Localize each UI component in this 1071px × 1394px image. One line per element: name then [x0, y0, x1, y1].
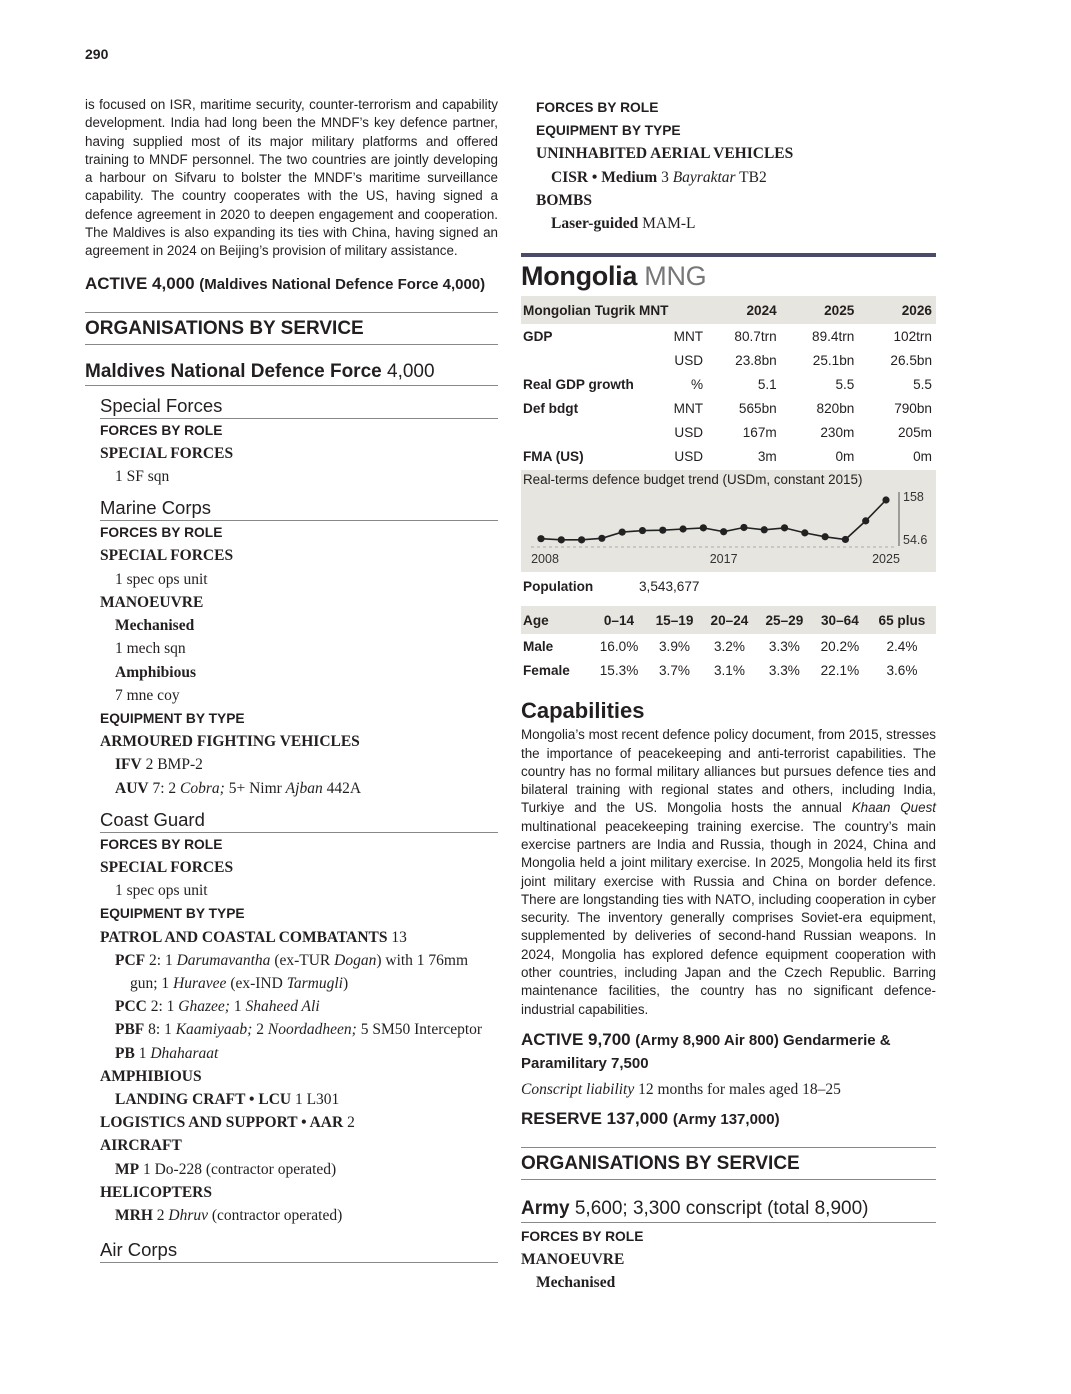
x-tick-label: 2025 — [872, 552, 900, 567]
pb-count: 1 — [138, 1044, 147, 1062]
age-cell: 22.1% — [820, 662, 860, 678]
cisr-line — [536, 166, 936, 189]
econ-label: Def bdgt — [523, 400, 579, 416]
right-column — [521, 96, 936, 1295]
pbf-class-3: 5 SM50 Interceptor — [360, 1021, 483, 1039]
econ-body — [521, 324, 936, 468]
pcf-armament: ) with 1 76mm gun; 1 — [130, 951, 469, 992]
cisr-model: TB2 — [739, 168, 767, 186]
data-point — [822, 533, 829, 540]
laser-code: Laser-guided — [551, 215, 639, 233]
econ-label: FMA (US) — [523, 448, 584, 464]
auv-count: 7: 2 — [152, 779, 177, 797]
left-column — [85, 96, 498, 1263]
logistics-label: LOGISTICS AND SUPPORT • AAR — [100, 1114, 344, 1132]
pcf-class: Darumavantha — [176, 951, 271, 969]
mp-value: 1 Do-228 (contractor operated) — [142, 1160, 337, 1178]
age-header-cell: Age — [521, 606, 591, 634]
spec-ops-unit: 1 spec ops unit — [115, 570, 208, 588]
data-point — [740, 524, 747, 531]
year-header: 2025 — [781, 296, 859, 324]
data-point — [679, 526, 686, 533]
active-breakdown: (Army 8,900 Air 800) Gendarmerie & Paramilitary 7,500 — [521, 1031, 891, 1072]
age-cell: Male — [523, 638, 554, 654]
country-code: MNG — [644, 261, 707, 292]
age-cell: 3.6% — [886, 662, 918, 678]
forces-by-role-label: FORCES BY ROLE — [100, 525, 223, 541]
mp-line — [100, 1158, 498, 1181]
pbf-count-2: 2 — [256, 1021, 264, 1039]
pbf-code: PBF — [115, 1021, 145, 1039]
econ-row — [521, 372, 936, 396]
age-cell: 3.3% — [768, 662, 800, 678]
data-point — [619, 529, 626, 536]
active-strength — [85, 273, 498, 296]
capabilities-paragraph — [521, 726, 936, 1019]
economic-table — [521, 296, 936, 468]
mech-unit: 1 mech sqn — [115, 640, 186, 658]
econ-value: 5.5 — [835, 376, 855, 392]
pcf-line — [100, 949, 498, 995]
equipment-by-type-label: EQUIPMENT BY TYPE — [100, 906, 245, 922]
econ-value: 0m — [835, 448, 855, 464]
force-heading — [85, 361, 498, 386]
age-cell: 16.0% — [599, 638, 639, 654]
active-total: ACTIVE 4,000 — [85, 273, 195, 293]
pcc-class-2: Shaheed Ali — [245, 998, 320, 1016]
cisr-code: CISR • Medium — [551, 168, 658, 186]
bombs-label: BOMBS — [536, 191, 592, 209]
mechanised-label: Mechanised — [536, 1274, 616, 1292]
special-forces-section — [100, 419, 498, 489]
coast-guard-heading: Coast Guard — [100, 809, 498, 833]
population-label: Population — [523, 578, 594, 594]
cisr-count: 3 — [661, 168, 669, 186]
age-header-cell: 0–14 — [591, 606, 647, 634]
econ-header-row — [521, 296, 936, 324]
special-forces-heading: Special Forces — [100, 395, 498, 419]
data-point — [700, 524, 707, 531]
auv-code: AUV — [115, 779, 149, 797]
country-title: Mongolia — [521, 261, 638, 292]
coast-guard-section — [100, 833, 498, 1227]
econ-currency: USD — [674, 352, 704, 368]
econ-label: GDP — [523, 328, 553, 344]
age-header-cell: 15–19 — [647, 606, 702, 634]
amphibious-label: AMPHIBIOUS — [100, 1067, 202, 1085]
reserve-breakdown: (Army 137,000) — [672, 1110, 780, 1128]
pb-class: Dhaharaat — [150, 1044, 219, 1062]
logistics-line — [100, 1111, 498, 1134]
pcc-count-2: 1 — [233, 998, 242, 1016]
data-point — [639, 527, 646, 534]
pbf-class-2: Noordadheen; — [267, 1021, 357, 1039]
econ-label — [521, 348, 635, 372]
y-min-label: 54.6 — [903, 533, 928, 548]
patrol-label — [100, 926, 498, 949]
male-row — [521, 634, 936, 658]
econ-row — [521, 396, 936, 420]
pbf-class: Kaamiyaab; — [175, 1021, 253, 1039]
conscript-value: 12 months for males aged 18–25 — [638, 1080, 841, 1098]
econ-value: 3m — [757, 448, 777, 464]
manoeuvre-label: MANOEUVRE — [521, 1251, 625, 1269]
age-header-cell: 20–24 — [702, 606, 757, 634]
chart-svg — [521, 470, 936, 572]
org-by-service-heading: ORGANISATIONS BY SERVICE — [85, 312, 498, 345]
afv-label: ARMOURED FIGHTING VEHICLES — [100, 733, 360, 751]
econ-value: 167m — [742, 424, 777, 440]
econ-value: 0m — [913, 448, 932, 464]
age-header-cell: 25–29 — [757, 606, 812, 634]
marine-corps-heading: Marine Corps — [100, 497, 498, 521]
age-cell: 3.3% — [768, 638, 800, 654]
econ-currency: MNT — [673, 400, 704, 416]
force-strength: 4,000 — [387, 360, 435, 382]
pcc-count: 2: 1 — [150, 998, 175, 1016]
data-point — [842, 536, 849, 543]
econ-value: 230m — [820, 424, 855, 440]
pcf-count: 2: 1 — [149, 951, 173, 969]
capabilities-heading: Capabilities — [521, 698, 645, 724]
auv-ajban: Ajban — [285, 779, 323, 797]
active-total: ACTIVE 9,700 — [521, 1029, 631, 1049]
mrh-code: MRH — [115, 1206, 153, 1224]
pcc-line — [100, 995, 498, 1018]
pbf-count: 8: 1 — [148, 1021, 172, 1039]
data-point — [862, 518, 869, 525]
x-tick-label: 2017 — [709, 552, 738, 567]
data-point — [659, 527, 666, 534]
cap-exercise-name: Khaan Quest — [851, 800, 936, 816]
econ-value: 23.8bn — [735, 352, 777, 368]
conscript-line — [521, 1078, 936, 1101]
patrol-count: 13 — [391, 928, 407, 946]
manoeuvre-label: MANOEUVRE — [100, 593, 204, 611]
mrh-line — [100, 1204, 498, 1227]
amphibious-label: Amphibious — [115, 663, 196, 681]
data-point — [558, 536, 565, 543]
year-header: 2024 — [703, 296, 781, 324]
age-cell: 3.7% — [659, 662, 690, 678]
econ-value: 25.1bn — [812, 352, 855, 368]
econ-currency: USD — [674, 424, 704, 440]
econ-value: 205m — [897, 424, 932, 440]
y-max-label: 158 — [903, 490, 924, 505]
data-point — [882, 497, 889, 504]
age-header-row — [521, 606, 936, 634]
pcf-origin-class-2: Tarmugli — [286, 974, 343, 992]
cisr-class: Bayraktar — [672, 168, 736, 186]
pcf-origin-class: Dogan — [334, 951, 377, 969]
reserve-strength — [521, 1109, 936, 1129]
pcc-code: PCC — [115, 998, 147, 1016]
logistics-value: 2 — [347, 1114, 355, 1132]
auv-model: 442A — [326, 779, 362, 797]
reserve-total: RESERVE 137,000 — [521, 1108, 669, 1128]
data-point — [537, 535, 544, 542]
mrh-note: (contractor operated) — [211, 1206, 343, 1224]
spec-ops-unit: 1 spec ops unit — [115, 882, 208, 900]
laser-line — [536, 212, 936, 235]
age-cell: Female — [523, 662, 570, 678]
mrh-class: Dhruv — [168, 1206, 208, 1224]
currency-header: Mongolian Tugrik MNT — [521, 296, 703, 324]
landing-craft-code: LANDING CRAFT • LCU — [115, 1090, 292, 1108]
year-header: 2026 — [858, 296, 936, 324]
ifv-line — [100, 753, 498, 776]
econ-row — [521, 324, 936, 348]
auv-nimr: 5+ Nimr — [228, 779, 282, 797]
forces-by-role-label: FORCES BY ROLE — [521, 1228, 644, 1244]
helicopters-label: HELICOPTERS — [100, 1183, 212, 1201]
active-breakdown: (Maldives National Defence Force 4,000) — [199, 275, 486, 293]
conscript-label: Conscript liability — [521, 1080, 635, 1098]
population-value: 3,543,677 — [639, 578, 700, 594]
sf-unit: 1 SF sqn — [115, 468, 170, 486]
mp-code: MP — [115, 1160, 140, 1178]
auv-line — [100, 777, 498, 800]
auv-cobra: Cobra; — [180, 779, 225, 797]
air-corps-heading: Air Corps — [100, 1239, 498, 1263]
special-forces-label: SPECIAL FORCES — [100, 444, 234, 462]
chart-title: Real-terms defence budget trend (USDm, constant 2015) — [523, 472, 863, 488]
econ-value: 5.1 — [757, 376, 777, 392]
pcc-class: Ghazee; — [178, 998, 230, 1016]
age-cell: 3.9% — [659, 638, 690, 654]
patrol-text: PATROL AND COASTAL COMBATANTS — [100, 928, 388, 946]
econ-value: 89.4trn — [812, 328, 855, 344]
female-row — [521, 658, 936, 682]
pcf-close: ) — [343, 974, 349, 992]
mrh-count: 2 — [156, 1206, 165, 1224]
aircraft-label: AIRCRAFT — [100, 1137, 182, 1155]
econ-value: 102trn — [893, 328, 932, 344]
ifv-code: IFV — [115, 756, 142, 774]
econ-value: 5.5 — [913, 376, 932, 392]
age-cell: 15.3% — [599, 662, 639, 678]
pcf-code: PCF — [115, 951, 146, 969]
maldives-intro-paragraph: is focused on ISR, maritime security, counter-terrorism and capability development. India had long been the MNDF’s key defence partner, having supplied most of its major military platforms and offered training to MNDF personnel. The two countries are jointly developing a harbour on Sifvaru to bolster the MNDF’s maritime surveillance capability. The country cooperates with the US, having signed a defence agreement in 2020 to deepen engagement and cooperation. The Maldives is also expanding its ties with China, having signed an agreement in 2024 on Beijing’s provision of military assistance. — [85, 97, 498, 259]
pcf-class-2: Huravee — [173, 974, 227, 992]
cap-text-1: Mongolia’s most recent defence policy document, from 2015, stresses the importance of peacekeeping and anti-terrorist capabilities. The country has no formal military alliances but pursues defence ties and bilateral training with regional states and others, including India, Turkiye and the US. Mongolia hosts the annual — [521, 727, 936, 816]
landing-craft-line — [100, 1088, 498, 1111]
pcf-origin: (ex-TUR — [274, 951, 331, 969]
budget-trend-chart — [521, 470, 936, 572]
country-name — [521, 261, 706, 291]
age-header-cell: 30–64 — [812, 606, 868, 634]
cap-text-2: multinational peacekeeping training exercise. The country’s main exercise partners are India and Russia, though in 2024, China and Mongolia held a joint military exercise. In 2025, Mongolia held its first joint military exercise with Russia and China on border defence. There are longstanding ties with NATO, including cooperation in cyber security. The inventory generally comprises Soviet-era equipment, supplemented by deliveries of second-hand Russian weapons. In 2024, Mongolia has explored defence equipment cooperation with other countries, including Japan and the Czech Republic. Barring maintenance facilities, the country has no significant defence-industrial capabilities. — [521, 818, 936, 1017]
country-header — [521, 253, 936, 292]
age-table — [521, 606, 936, 682]
forces-by-role-label: FORCES BY ROLE — [100, 422, 223, 438]
pb-code: PB — [115, 1044, 135, 1062]
econ-row — [521, 444, 936, 468]
econ-currency: USD — [674, 448, 704, 464]
equipment-by-type-label: EQUIPMENT BY TYPE — [536, 123, 681, 139]
ifv-value: 2 BMP-2 — [145, 756, 203, 774]
age-header-cell: 65 plus — [868, 606, 936, 634]
army-name: Army — [521, 1197, 570, 1219]
data-point — [801, 530, 808, 537]
laser-value: MAM-L — [642, 215, 696, 233]
mechanised-label: Mechanised — [115, 617, 195, 635]
active-strength — [521, 1029, 936, 1075]
econ-value: 790bn — [894, 400, 932, 416]
budget-series-line — [541, 500, 886, 540]
econ-currency: MNT — [673, 328, 704, 344]
age-cell: 20.2% — [820, 638, 860, 654]
data-point — [720, 528, 727, 535]
age-cell: 3.2% — [713, 638, 745, 654]
pcf-origin-2: (ex-IND — [230, 974, 283, 992]
econ-value: 80.7trn — [734, 328, 777, 344]
forces-by-role-label: FORCES BY ROLE — [536, 100, 659, 115]
army-heading — [521, 1198, 936, 1223]
econ-value: 820bn — [816, 400, 855, 416]
data-point — [781, 524, 788, 531]
data-point — [598, 535, 605, 542]
air-corps-continued — [521, 96, 936, 235]
econ-row — [521, 420, 936, 444]
army-strength: 5,600; 3,300 conscript (total 8,900) — [574, 1197, 869, 1219]
org-by-service-heading: ORGANISATIONS BY SERVICE — [521, 1147, 936, 1180]
marine-corps-section — [100, 521, 498, 799]
econ-value: 565bn — [738, 400, 777, 416]
age-cell: 2.4% — [886, 638, 918, 654]
page-number: 290 — [85, 46, 109, 62]
econ-label — [521, 420, 635, 444]
x-tick-label: 2008 — [531, 552, 559, 567]
pbf-line — [100, 1018, 498, 1041]
econ-label: Real GDP growth — [523, 376, 634, 392]
uav-label: UNINHABITED AERIAL VEHICLES — [536, 145, 794, 163]
pb-line — [100, 1042, 498, 1065]
econ-value: 26.5bn — [890, 352, 932, 368]
amph-unit: 7 mne coy — [115, 686, 180, 704]
data-point — [578, 536, 585, 543]
force-name: Maldives National Defence Force — [85, 360, 382, 382]
special-forces-label: SPECIAL FORCES — [100, 547, 234, 565]
data-point — [761, 526, 768, 533]
population-row — [521, 572, 936, 600]
econ-currency: % — [690, 376, 704, 392]
age-cell: 3.1% — [713, 662, 745, 678]
forces-by-role-label: FORCES BY ROLE — [100, 836, 223, 852]
landing-craft-value: 1 L301 — [294, 1090, 340, 1108]
special-forces-label: SPECIAL FORCES — [100, 858, 234, 876]
equipment-by-type-label: EQUIPMENT BY TYPE — [100, 710, 245, 726]
econ-row — [521, 348, 936, 372]
